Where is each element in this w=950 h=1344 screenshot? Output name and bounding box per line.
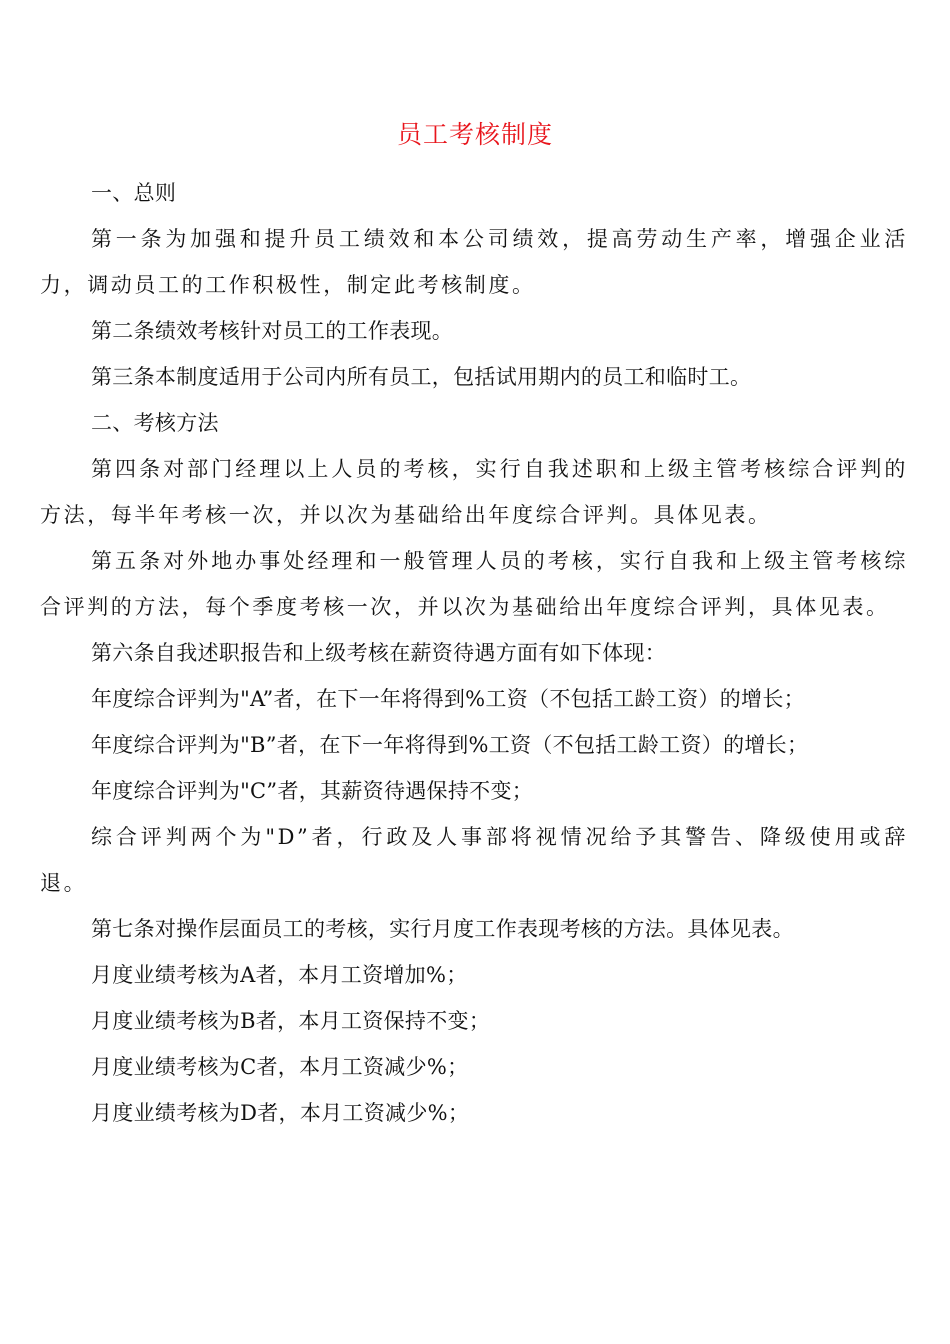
monthly-rating-d: 月度业绩考核为D者，本月工资减少%；: [91, 1101, 470, 1125]
monthly-rating-c: 月度业绩考核为C者，本月工资减少%；: [91, 1055, 469, 1079]
article-1: 第一条为加强和提升员工绩效和本公司绩效，提高劳动生产率，增强企业活力，调动员工的工作积极性，制定此考核制度。: [40, 227, 908, 297]
monthly-rating-a: 月度业绩考核为A者，本月工资增加%；: [91, 963, 468, 987]
document-body: [40, 170, 908, 1136]
document-title: 员工考核制度: [396, 120, 553, 149]
article-7: 第七条对操作层面员工的考核，实行月度工作表现考核的方法。具体见表。: [91, 917, 794, 941]
monthly-rating-b: 月度业绩考核为B者，本月工资保持不变；: [91, 1009, 491, 1033]
annual-rating-b: 年度综合评判为"B”者，在下一年将得到%工资（不包括工龄工资）的增长；: [91, 733, 809, 757]
article-6: 第六条自我述职报告和上级考核在薪资待遇方面有如下体现：: [91, 641, 667, 665]
annual-rating-d: 综合评判两个为"D”者，行政及人事部将视情况给予其警告、降级使用或辞退。: [40, 825, 908, 895]
article-4: 第四条对部门经理以上人员的考核，实行自我述职和上级主管考核综合评判的方法，每半年考核一次，并以次为基础给出年度综合评判。具体见表。: [40, 457, 908, 527]
section-heading-method: 二、考核方法: [91, 411, 219, 435]
article-2: 第二条绩效考核针对员工的工作表现。: [91, 319, 454, 343]
article-3: 第三条本制度适用于公司内所有员工，包括试用期内的员工和临时工。: [91, 365, 752, 389]
annual-rating-a: 年度综合评判为"A”者，在下一年将得到%工资（不包括工龄工资）的增长；: [91, 687, 805, 711]
section-heading-general: 一、总则: [91, 181, 177, 205]
annual-rating-c: 年度综合评判为"C”者，其薪资待遇保持不变；: [91, 779, 534, 803]
article-5: 第五条对外地办事处经理和一般管理人员的考核，实行自我和上级主管考核综合评判的方法，每个季度考核一次，并以次为基础给出年度综合评判，具体见表。: [40, 549, 908, 619]
